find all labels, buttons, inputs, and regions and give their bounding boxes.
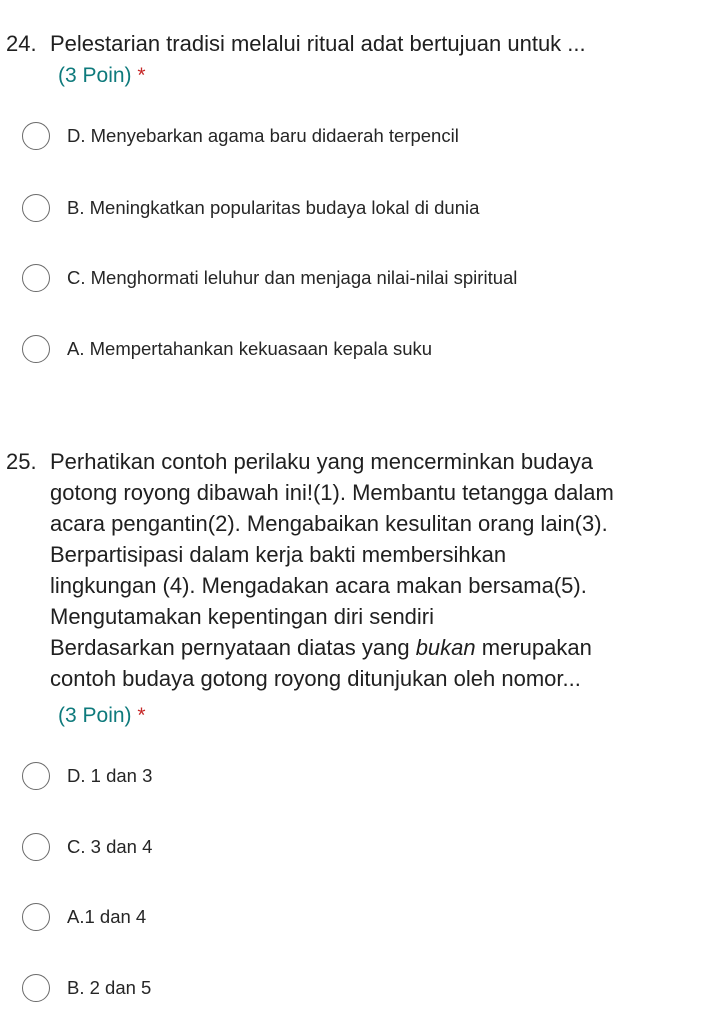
question-25-line-6: Mengutamakan kepentingan diri sendiri (50, 604, 435, 629)
question-24-text: Pelestarian tradisi melalui ritual adat bertujuan untuk ... (50, 31, 586, 56)
radio-button[interactable] (22, 194, 50, 222)
question-25-line-5: lingkungan (4). Mengadakan acara makan bersama(5). (50, 573, 587, 598)
question-25-line-3: acara pengantin(2). Mengabaikan kesulitan orang lain(3). (50, 511, 608, 536)
option-label: C. 3 dan 4 (67, 836, 153, 857)
question-24-points (58, 64, 146, 88)
option-label: A. Mempertahankan kekuasaan kepala suku (67, 338, 433, 359)
required-asterisk: * (137, 64, 146, 87)
option-label: D. 1 dan 3 (67, 765, 153, 786)
option-label: B. 2 dan 5 (67, 977, 152, 998)
question-25-line-4: Berpartisipasi dalam kerja bakti membersihkan (50, 542, 507, 567)
question-25-number: 25. (6, 449, 37, 474)
question-25-line-7 (6, 632, 614, 663)
radio-button[interactable] (22, 833, 50, 861)
radio-button[interactable] (22, 122, 50, 150)
q24-option-c[interactable] (22, 261, 517, 295)
option-label: B. Meningkatkan popularitas budaya lokal di dunia (67, 197, 480, 218)
option-label: A.1 dan 4 (67, 906, 147, 927)
question-24-title (6, 28, 586, 59)
question-24-number: 24. (6, 31, 37, 56)
radio-button[interactable] (22, 335, 50, 363)
q25-option-a[interactable] (22, 900, 146, 934)
option-label: D. Menyebarkan agama baru didaerah terpencil (67, 125, 459, 146)
q25-option-c[interactable] (22, 830, 152, 864)
option-label: C. Menghormati leluhur dan menjaga nilai-nilai spiritual (67, 267, 518, 288)
q25-option-b[interactable] (22, 971, 151, 1005)
q25-option-d[interactable] (22, 759, 152, 793)
question-25-line-2: gotong royong dibawah ini!(1). Membantu tetangga dalam (50, 480, 614, 505)
radio-button[interactable] (22, 762, 50, 790)
q24-option-d[interactable] (22, 119, 459, 153)
points-label: (3 Poin) (58, 704, 132, 727)
required-asterisk: * (137, 704, 146, 727)
line-7-before: Berdasarkan pernyataan diatas yang (50, 635, 416, 660)
question-25-line-1: Perhatikan contoh perilaku yang mencerminkan budaya (50, 449, 593, 474)
question-25-line-8: contoh budaya gotong royong ditunjukan oleh nomor... (50, 666, 581, 691)
question-25-title (6, 446, 614, 694)
question-25-points (58, 704, 146, 728)
q24-option-b[interactable] (22, 191, 479, 225)
radio-button[interactable] (22, 974, 50, 1002)
line-7-italic: bukan (415, 635, 476, 660)
line-7-after: merupakan (475, 635, 592, 660)
points-label: (3 Poin) (58, 64, 132, 87)
radio-button[interactable] (22, 903, 50, 931)
radio-button[interactable] (22, 264, 50, 292)
q24-option-a[interactable] (22, 332, 432, 366)
